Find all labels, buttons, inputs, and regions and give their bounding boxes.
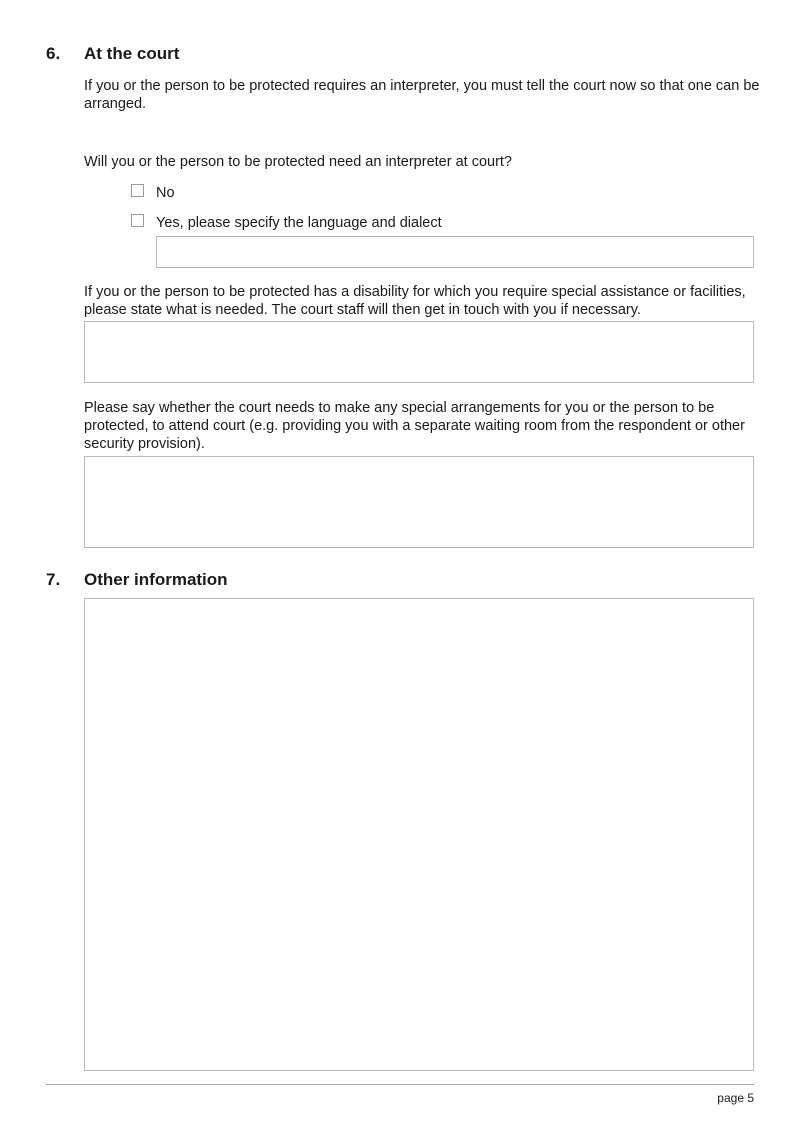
- disability-needs-field[interactable]: [84, 321, 754, 383]
- special-arrangements-question: Please say whether the court needs to make any special arrangements for you or the person to be protected, to attend court (e.g. providing you with a separate waiting room from the respondent or other security provision).: [84, 400, 745, 452]
- checkbox-no[interactable]: [131, 184, 144, 197]
- footer-divider: [46, 1084, 754, 1085]
- special-arrangements-field[interactable]: [84, 456, 754, 548]
- interpreter-question: Will you or the person to be protected need an interpreter at court?: [84, 154, 512, 170]
- language-dialect-input[interactable]: [156, 236, 754, 268]
- section-6-number: 6.: [46, 44, 61, 63]
- option-no-label: No: [156, 185, 175, 201]
- section-6-title: At the court: [84, 44, 180, 63]
- section-7-title: Other information: [84, 570, 228, 589]
- checkbox-yes[interactable]: [131, 214, 144, 227]
- disability-question: If you or the person to be protected has a disability for which you require special assistance or facilities, please state what is needed. The court staff will then get in touch with you if necessary.: [84, 284, 746, 318]
- section-7-number: 7.: [46, 570, 61, 589]
- interpreter-intro-text: If you or the person to be protected requires an interpreter, you must tell the court now so that one can be arranged.: [84, 78, 760, 112]
- other-information-field[interactable]: [84, 598, 754, 1071]
- page-number: page 5: [717, 1091, 754, 1105]
- option-yes-label: Yes, please specify the language and dialect: [156, 215, 442, 231]
